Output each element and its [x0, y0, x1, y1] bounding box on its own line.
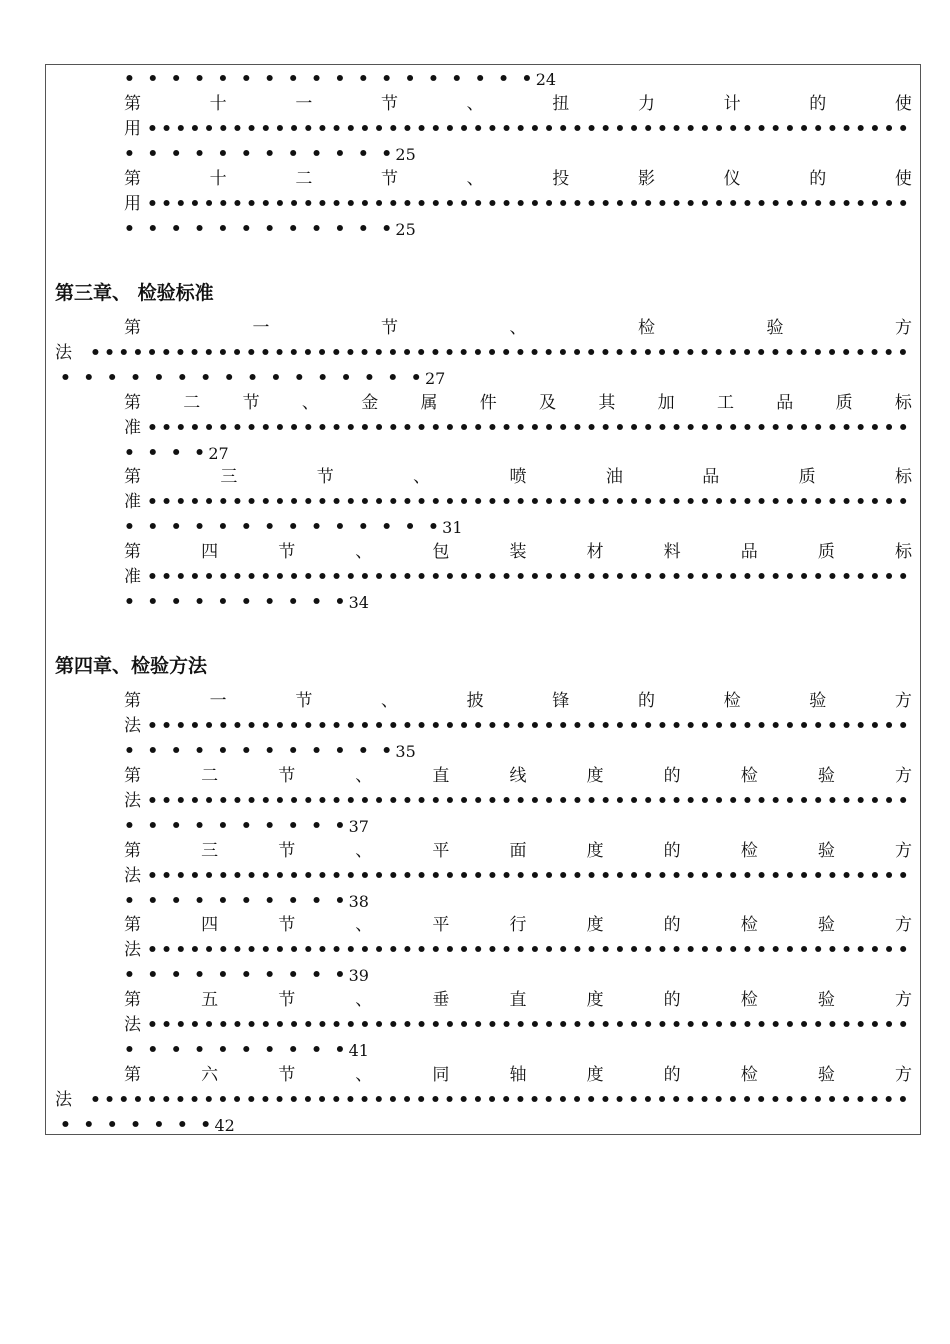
title-char: 第	[124, 393, 141, 413]
title-char: 第	[124, 841, 141, 861]
title-char: 六	[201, 1065, 219, 1085]
toc-entry-page-line	[124, 963, 369, 988]
title-char: 方	[894, 1065, 912, 1085]
title-char: 、	[355, 766, 373, 786]
toc-entry-leader-line	[124, 490, 912, 515]
title-char: 、	[355, 841, 373, 861]
title-char: 使	[894, 169, 912, 189]
title-char: 度	[586, 915, 604, 935]
title-char: 的	[663, 990, 681, 1010]
toc-entry-page-line	[124, 142, 416, 167]
title-char: 的	[663, 1065, 681, 1085]
toc-entry-leader-line	[124, 117, 912, 142]
dot-leader: • • • •	[124, 443, 209, 463]
title-char: 度	[586, 990, 604, 1010]
title-char: 质	[817, 542, 835, 562]
title-char: 品	[776, 393, 794, 413]
title-char: 直	[432, 766, 450, 786]
page-number: 39	[348, 966, 369, 985]
dot-leader: • • • • • • • • • •	[124, 965, 349, 985]
dot-leader	[147, 789, 912, 814]
page-number: 41	[348, 1041, 369, 1060]
title-char: 节	[381, 318, 398, 338]
toc-entry-title-line	[124, 839, 912, 864]
title-char: 、	[413, 467, 431, 487]
title-char: 、	[355, 990, 373, 1010]
title-char: 节	[278, 766, 296, 786]
title-char: 二	[295, 169, 313, 189]
title-char: 节	[278, 990, 296, 1010]
title-char: 轴	[509, 1065, 527, 1085]
toc-entry-page-line	[124, 590, 369, 615]
title-char: 喷	[509, 467, 527, 487]
title-char: 加	[657, 393, 675, 413]
title-char: 节	[278, 841, 296, 861]
toc-entry-title-line	[124, 167, 912, 192]
title-char: 的	[663, 766, 681, 786]
title-char: 面	[509, 841, 527, 861]
title-char: 、	[509, 318, 527, 338]
title-char: 检	[740, 1065, 758, 1085]
title-char: 第	[124, 542, 141, 562]
toc-continuation-line: • • • • • • • • • • • • • • • • • • 24	[124, 67, 556, 92]
title-char: 其	[598, 393, 616, 413]
title-char: 的	[663, 915, 681, 935]
title-char: 验	[817, 915, 835, 935]
toc-entry-leader-line	[55, 1088, 912, 1113]
title-char: 品	[702, 467, 720, 487]
title-char: 第	[124, 766, 141, 786]
title-char: 力	[637, 94, 655, 114]
toc-entry-page-line	[124, 217, 416, 242]
toc-entry-leader-line	[124, 938, 912, 963]
title-char: 三	[220, 467, 238, 487]
dot-leader	[147, 1013, 912, 1038]
title-char: 方	[894, 915, 912, 935]
title-char: 节	[295, 691, 313, 711]
title-char: 一	[209, 691, 227, 711]
title-last-char: 准	[124, 492, 141, 512]
title-last-char: 法	[55, 343, 72, 363]
title-char: 检	[740, 766, 758, 786]
title-char: 节	[380, 94, 398, 114]
title-char: 油	[605, 467, 623, 487]
page-number: 34	[348, 593, 369, 612]
title-char: 第	[124, 691, 141, 711]
title-char: 度	[586, 766, 604, 786]
title-char: 第	[124, 915, 141, 935]
page-number: 35	[395, 742, 416, 761]
title-char: 方	[894, 990, 912, 1010]
toc-entry-title-line	[124, 92, 912, 117]
toc-entry-title-line	[124, 465, 912, 490]
page-number: 24	[535, 70, 557, 89]
title-char: 材	[586, 542, 604, 562]
dot-leader: • • • • • • • • • •	[124, 891, 349, 911]
title-last-char: 法	[124, 791, 141, 811]
title-char: 、	[355, 542, 373, 562]
page-number: 27	[208, 444, 229, 463]
title-char: 垂	[432, 990, 450, 1010]
title-char: 度	[586, 841, 604, 861]
dot-leader	[147, 565, 912, 590]
toc-entry-leader-line	[124, 789, 912, 814]
title-char: 节	[278, 915, 296, 935]
title-char: 方	[894, 766, 912, 786]
title-last-char: 法	[55, 1090, 72, 1110]
toc-entry-leader-line	[124, 565, 912, 590]
dot-leader: • • • • • • • • • •	[124, 592, 349, 612]
toc-entry-title-line	[124, 764, 912, 789]
page-number: 31	[442, 518, 463, 537]
toc-entry-page-line	[124, 1038, 369, 1063]
toc-entry-leader-line	[124, 192, 912, 217]
dot-leader: • • • • • • • • • • • •	[124, 741, 396, 761]
title-char: 使	[894, 94, 912, 114]
toc-entry-page-line	[124, 889, 369, 914]
title-char: 节	[278, 542, 296, 562]
title-char: 仪	[723, 169, 741, 189]
title-char: 行	[509, 915, 527, 935]
title-char: 验	[766, 318, 784, 338]
dot-leader	[147, 416, 912, 441]
toc-entry-page-line	[124, 814, 369, 839]
title-char: 第	[124, 318, 141, 338]
page-number: 27	[424, 369, 446, 388]
title-char: 工	[716, 393, 734, 413]
title-char: 验	[817, 990, 835, 1010]
toc-entry-page-line	[124, 441, 229, 466]
title-char: 十	[209, 169, 227, 189]
toc-entry-page-line	[60, 1113, 235, 1138]
title-last-char: 准	[124, 418, 141, 438]
title-char: 二	[183, 393, 201, 413]
title-char: 属	[420, 393, 438, 413]
title-char: 的	[637, 691, 655, 711]
title-char: 四	[201, 915, 219, 935]
title-char: 度	[586, 1065, 604, 1085]
dot-leader	[90, 341, 912, 366]
chapter-heading: 第四章、检验方法	[55, 655, 208, 677]
title-char: 检	[740, 841, 758, 861]
title-char: 平	[432, 915, 450, 935]
title-char: 、	[380, 691, 398, 711]
title-char: 计	[723, 94, 741, 114]
toc-entry-title-line	[124, 540, 912, 565]
title-char: 包	[432, 542, 450, 562]
toc-entry-leader-line	[124, 416, 912, 441]
title-last-char: 法	[124, 1015, 141, 1035]
title-char: 标	[894, 393, 912, 413]
title-char: 质	[835, 393, 853, 413]
dot-leader	[147, 864, 912, 889]
title-char: 标	[895, 467, 912, 487]
page-number: 38	[348, 892, 369, 911]
toc-entry-leader-line	[124, 864, 912, 889]
title-char: 直	[509, 990, 527, 1010]
dot-leader: • • • • • • • • • • • •	[124, 219, 396, 239]
dot-leader	[147, 192, 912, 217]
title-char: 装	[509, 542, 527, 562]
page-number: 25	[395, 145, 416, 164]
title-char: 验	[817, 766, 835, 786]
page-number: 42	[214, 1116, 235, 1135]
title-char: 四	[201, 542, 219, 562]
title-last-char: 法	[124, 940, 141, 960]
title-char: 十	[209, 94, 227, 114]
dot-leader	[147, 117, 912, 142]
title-last-char: 准	[124, 567, 141, 587]
title-last-char: 法	[124, 716, 141, 736]
title-char: 件	[479, 393, 497, 413]
toc-entry-title-line	[124, 988, 912, 1013]
toc-entry-page-line	[124, 739, 416, 764]
title-char: 标	[894, 542, 912, 562]
toc-entry-title-line	[124, 316, 912, 341]
title-char: 的	[809, 94, 827, 114]
title-char: 二	[201, 766, 219, 786]
toc-entry-leader-line	[124, 714, 912, 739]
title-char: 方	[894, 841, 912, 861]
page-number: 37	[348, 817, 369, 836]
title-char: 节	[278, 1065, 296, 1085]
title-char: 三	[201, 841, 219, 861]
chapter-heading: 第三章、 检验标准	[55, 282, 214, 304]
title-char: 第	[124, 1065, 141, 1085]
dot-leader	[90, 1088, 912, 1113]
toc-entry-page-line	[60, 366, 445, 391]
dot-leader: • • • • • • •	[60, 1115, 215, 1135]
title-char: 验	[809, 691, 827, 711]
title-char: 节	[242, 393, 260, 413]
title-char: 、	[466, 169, 484, 189]
title-char: 检	[723, 691, 741, 711]
toc-entry-page-line	[124, 515, 463, 540]
title-char: 验	[817, 1065, 835, 1085]
title-char: 第	[124, 94, 141, 114]
title-char: 影	[637, 169, 655, 189]
title-char: 检	[740, 915, 758, 935]
title-last-char: 法	[124, 866, 141, 886]
toc-entry-leader-line	[124, 1013, 912, 1038]
title-char: 第	[124, 990, 141, 1010]
toc-entry-title-line	[124, 391, 912, 416]
title-char: 投	[552, 169, 570, 189]
title-char: 平	[432, 841, 450, 861]
dot-leader	[147, 490, 912, 515]
title-char: 及	[539, 393, 557, 413]
title-char: 锋	[552, 691, 570, 711]
title-char: 一	[252, 318, 270, 338]
title-char: 线	[509, 766, 527, 786]
dot-leader	[147, 714, 912, 739]
title-char: 金	[361, 393, 379, 413]
dot-leader: • • • • • • • • • • • •	[124, 144, 396, 164]
title-char: 的	[809, 169, 827, 189]
page-number: 25	[395, 220, 416, 239]
title-char: 检	[740, 990, 758, 1010]
toc-entry-title-line	[124, 689, 912, 714]
title-char: 扭	[552, 94, 570, 114]
title-char: 同	[432, 1065, 450, 1085]
title-char: 五	[201, 990, 219, 1010]
title-char: 一	[295, 94, 313, 114]
dot-leader: • • • • • • • • • • • • • •	[124, 517, 443, 537]
title-char: 方	[894, 691, 912, 711]
title-char: 第	[124, 467, 141, 487]
dot-leader: • • • • • • • • • • • • • • • •	[60, 368, 425, 388]
toc-entry-leader-line	[55, 341, 912, 366]
title-last-char: 用	[124, 119, 141, 139]
title-char: 料	[663, 542, 681, 562]
toc-entry-title-line	[124, 1063, 912, 1088]
title-char: 的	[663, 841, 681, 861]
title-char: 质	[798, 467, 816, 487]
toc-entry-title-line	[124, 913, 912, 938]
title-char: 品	[740, 542, 758, 562]
title-char: 方	[895, 318, 912, 338]
title-last-char: 用	[124, 194, 141, 214]
title-char: 节	[316, 467, 334, 487]
title-char: 检	[638, 318, 655, 338]
dot-leader	[147, 938, 912, 963]
title-char: 披	[466, 691, 484, 711]
title-char: 、	[301, 393, 319, 413]
title-char: 、	[466, 94, 484, 114]
title-char: 第	[124, 169, 141, 189]
dot-leader: • • • • • • • • • •	[124, 1040, 349, 1060]
title-char: 节	[380, 169, 398, 189]
title-char: 验	[817, 841, 835, 861]
title-char: 、	[355, 1065, 373, 1085]
title-char: 、	[355, 915, 373, 935]
dot-leader: • • • • • • • • • •	[124, 816, 349, 836]
